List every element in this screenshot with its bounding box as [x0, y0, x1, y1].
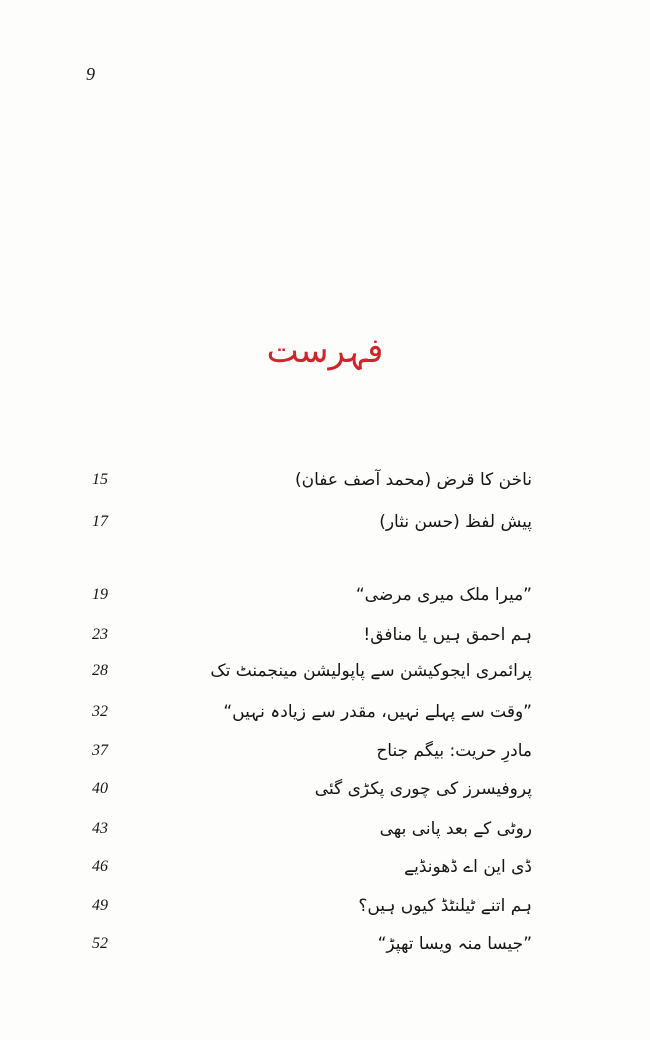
toc-entry[interactable] — [92, 580, 532, 610]
toc-entry-title: ”وقت سے پہلے نہیں، مقدر سے زیادہ نہیں“ — [223, 702, 532, 722]
toc-entry-title: مادرِ حریت: بیگم جناح — [376, 741, 532, 761]
toc-entry[interactable] — [92, 656, 532, 686]
toc-entry-title: ناخن کا قرض (محمد آصف عفان) — [295, 470, 532, 490]
toc-entry-page: 40 — [92, 780, 108, 797]
toc-entry[interactable] — [92, 852, 532, 882]
toc-entry[interactable] — [92, 891, 532, 921]
toc-entry-page: 32 — [92, 703, 108, 720]
toc-entry-title: روٹی کے بعد پانی بھی — [379, 819, 532, 839]
toc-entry[interactable] — [92, 814, 532, 844]
toc-entry-page: 37 — [92, 742, 108, 759]
toc-entry[interactable] — [92, 736, 532, 766]
toc-entry[interactable] — [92, 774, 532, 804]
toc-entry-page: 23 — [92, 626, 108, 643]
toc-entry-page: 46 — [92, 858, 108, 875]
toc-entry-page: 43 — [92, 820, 108, 837]
toc-entry-title: ”جیسا منہ ویسا تھپڑ“ — [377, 934, 532, 954]
toc-entry-page: 52 — [92, 935, 108, 952]
toc-entry[interactable] — [92, 465, 532, 495]
toc-entry-title: ہم اتنے ٹیلنٹڈ کیوں ہیں؟ — [358, 896, 532, 916]
toc-entry-page: 17 — [92, 513, 108, 530]
toc-entry-title: ڈی این اے ڈھونڈیے — [404, 857, 532, 877]
toc-entry[interactable] — [92, 929, 532, 959]
toc-entry-page: 15 — [92, 471, 108, 488]
toc-entry-title: ہم احمق ہیں یا منافق! — [363, 625, 532, 645]
toc-entry-page: 19 — [92, 586, 108, 603]
toc-entry[interactable] — [92, 620, 532, 650]
toc-entry-title: پرائمری ایجوکیشن سے پاپولیشن مینجمنٹ تک — [210, 661, 532, 681]
toc-entry-page: 28 — [92, 662, 108, 679]
toc-entry[interactable] — [92, 697, 532, 727]
page-number: 9 — [86, 64, 95, 84]
toc-entry-title: پروفیسرز کی چوری پکڑی گئی — [314, 779, 532, 799]
page-title: فہرست — [266, 331, 384, 371]
toc-entry[interactable] — [92, 507, 532, 537]
toc-entry-title: ”میرا ملک میری مرضی“ — [355, 585, 532, 605]
toc-entry-page: 49 — [92, 897, 108, 914]
toc-entry-title: پیش لفظ (حسن نثار) — [379, 512, 532, 532]
